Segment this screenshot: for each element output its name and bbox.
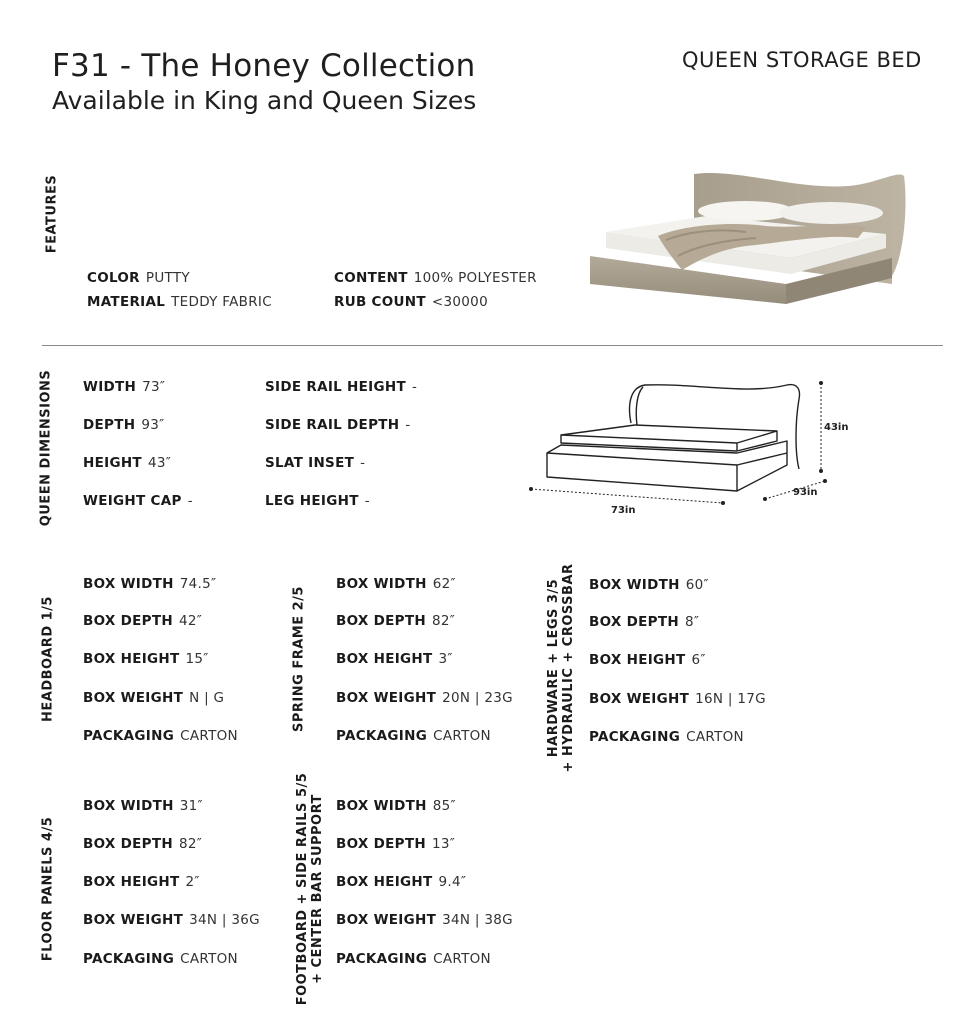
- spring-frame-packaging: PACKAGING CARTON: [336, 728, 491, 744]
- headboard-box-weight: BOX WEIGHT N | G: [83, 690, 225, 706]
- floor-panels-box-depth: BOX DEPTH 82″: [83, 836, 203, 852]
- footboard-box-height: BOX HEIGHT 9.4″: [336, 874, 467, 890]
- dimension-leg-height: LEG HEIGHT -: [265, 493, 370, 509]
- feature-color: COLOR PUTTY: [87, 270, 190, 286]
- footboard-box-depth: BOX DEPTH 13″: [336, 836, 456, 852]
- feature-rub-count: RUB COUNT <30000: [334, 294, 488, 310]
- headboard-box-width: BOX WIDTH 74.5″: [83, 576, 217, 592]
- feature-material: MATERIAL TEDDY FABRIC: [87, 294, 272, 310]
- section-divider: [42, 345, 943, 346]
- drawing-depth-label: 93in: [793, 487, 818, 498]
- floor-panels-box-width: BOX WIDTH 31″: [83, 798, 203, 814]
- hardware-box-label: HARDWARE + LEGS 3/5 + HYDRAULIC + CROSSBAR: [546, 563, 576, 773]
- dimension-slat-inset: SLAT INSET -: [265, 455, 366, 471]
- spring-frame-box-height: BOX HEIGHT 3″: [336, 651, 453, 667]
- hardware-box-width: BOX WIDTH 60″: [589, 577, 709, 593]
- dimension-weight-cap: WEIGHT CAP -: [83, 493, 193, 509]
- footboard-box-width: BOX WIDTH 85″: [336, 798, 456, 814]
- spring-frame-box-label: SPRING FRAME 2/5: [291, 586, 307, 732]
- hardware-box-depth: BOX DEPTH 8″: [589, 614, 700, 630]
- spring-frame-box-depth: BOX DEPTH 82″: [336, 613, 456, 629]
- product-type: QUEEN STORAGE BED: [682, 48, 922, 72]
- hardware-box-weight: BOX WEIGHT 16N | 17G: [589, 691, 766, 707]
- features-section-label: FEATURES: [44, 174, 60, 254]
- bed-dimension-drawing: [525, 373, 855, 521]
- footboard-box-label: FOOTBOARD + SIDE RAILS 5/5 + CENTER BAR SUPPORT: [295, 772, 325, 1006]
- dimension-side-rail-depth: SIDE RAIL DEPTH -: [265, 417, 411, 433]
- page-subtitle: Available in King and Queen Sizes: [52, 86, 477, 115]
- dimension-side-rail-height: SIDE RAIL HEIGHT -: [265, 379, 418, 395]
- footboard-packaging: PACKAGING CARTON: [336, 951, 491, 967]
- spring-frame-box-width: BOX WIDTH 62″: [336, 576, 456, 592]
- hardware-box-height: BOX HEIGHT 6″: [589, 652, 706, 668]
- hardware-packaging: PACKAGING CARTON: [589, 729, 744, 745]
- floor-panels-box-height: BOX HEIGHT 2″: [83, 874, 200, 890]
- footboard-box-weight: BOX WEIGHT 34N | 38G: [336, 912, 513, 928]
- floor-panels-packaging: PACKAGING CARTON: [83, 951, 238, 967]
- floor-panels-box-weight: BOX WEIGHT 34N | 36G: [83, 912, 260, 928]
- feature-content: CONTENT 100% POLYESTER: [334, 270, 537, 286]
- floor-panels-box-label: FLOOR PANELS 4/5: [40, 816, 56, 962]
- headboard-box-label: HEADBOARD 1/5: [40, 596, 56, 722]
- drawing-width-label: 73in: [611, 505, 636, 516]
- dimension-height: HEIGHT 43″: [83, 455, 172, 471]
- dimensions-section-label: QUEEN DIMENSIONS: [38, 369, 54, 527]
- headboard-box-depth: BOX DEPTH 42″: [83, 613, 203, 629]
- drawing-height-label: 43in: [824, 422, 849, 433]
- headboard-packaging: PACKAGING CARTON: [83, 728, 238, 744]
- headboard-box-height: BOX HEIGHT 15″: [83, 651, 209, 667]
- page-title: F31 - The Honey Collection: [52, 48, 476, 84]
- spring-frame-box-weight: BOX WEIGHT 20N | 23G: [336, 690, 513, 706]
- dimension-depth: DEPTH 93″: [83, 417, 165, 433]
- bed-product-image: [586, 166, 911, 306]
- dimension-width: WIDTH 73″: [83, 379, 166, 395]
